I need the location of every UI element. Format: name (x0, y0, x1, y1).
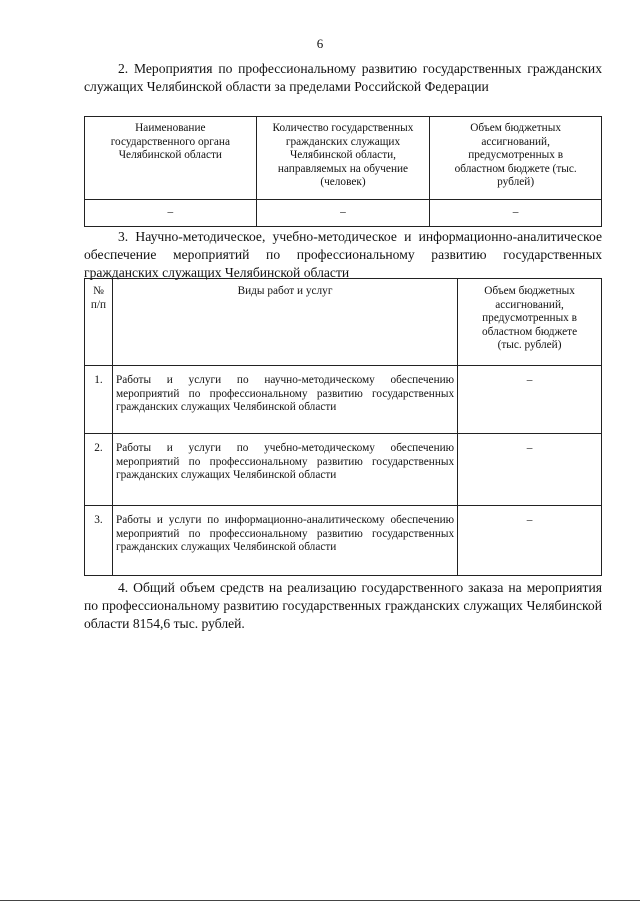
table-row (85, 434, 602, 506)
row-amount: – (458, 434, 602, 506)
row-amount: – (458, 366, 602, 434)
row-text: Работы и услуги по учебно-методическому обеспечению мероприятий по профессиональному развитию государственных гражданских служащих Челябинской области (112, 434, 457, 506)
header-cell-number: № п/п (85, 279, 113, 366)
section-2-heading: 2. Мероприятия по профессиональному развитию государственных гражданских служащих Челябинской области за пределами Российской Федерации (84, 61, 602, 94)
row-amount: – (458, 506, 602, 576)
table-header-row (85, 279, 602, 366)
table-row (85, 366, 602, 434)
header-cell: Виды работ и услуг (112, 279, 457, 366)
section-3-table (84, 278, 602, 576)
row-number: 2. (85, 434, 113, 506)
row-number: 1. (85, 366, 113, 434)
header-cell: Наименование государственного органа Челябинской области (85, 117, 257, 200)
table-cell: – (85, 200, 257, 227)
table-row (85, 506, 602, 576)
table-header-row (85, 117, 602, 200)
section-3-heading: 3. Научно-методическое, учебно-методическое и информационно-аналитическое обеспечение мероприятий по профессиональному развитию государственных гражданских служащих Челябинской области (84, 229, 602, 280)
footer-rule (0, 900, 640, 901)
table-cell: – (256, 200, 430, 227)
table-row (85, 200, 602, 227)
section-2-table (84, 116, 602, 227)
row-text: Работы и услуги по информационно-аналитическому обеспечению мероприятий по профессиональному развитию государственных гражданских служащих Челябинской области (112, 506, 457, 576)
header-cell: Объем бюджетных ассигнований, предусмотренных в областном бюджете (тыс. рублей) (430, 117, 602, 200)
page-number: 6 (316, 36, 324, 51)
row-text: Работы и услуги по научно-методическому обеспечению мероприятий по профессиональному развитию государственных гражданских служащих Челябинской области (112, 366, 457, 434)
header-cell: Количество государственных гражданских служащих Челябинской области, направляемых на обучение (человек) (256, 117, 430, 200)
section-4-paragraph: 4. Общий объем средств на реализацию государственного заказа на мероприятия по профессиональному развитию государственных гражданских служащих Челябинской области 8154,6 тыс. рублей. (84, 580, 602, 631)
table-cell: – (430, 200, 602, 227)
row-number: 3. (85, 506, 113, 576)
header-cell: Объем бюджетных ассигнований, предусмотренных в областном бюджете (тыс. рублей) (458, 279, 602, 366)
